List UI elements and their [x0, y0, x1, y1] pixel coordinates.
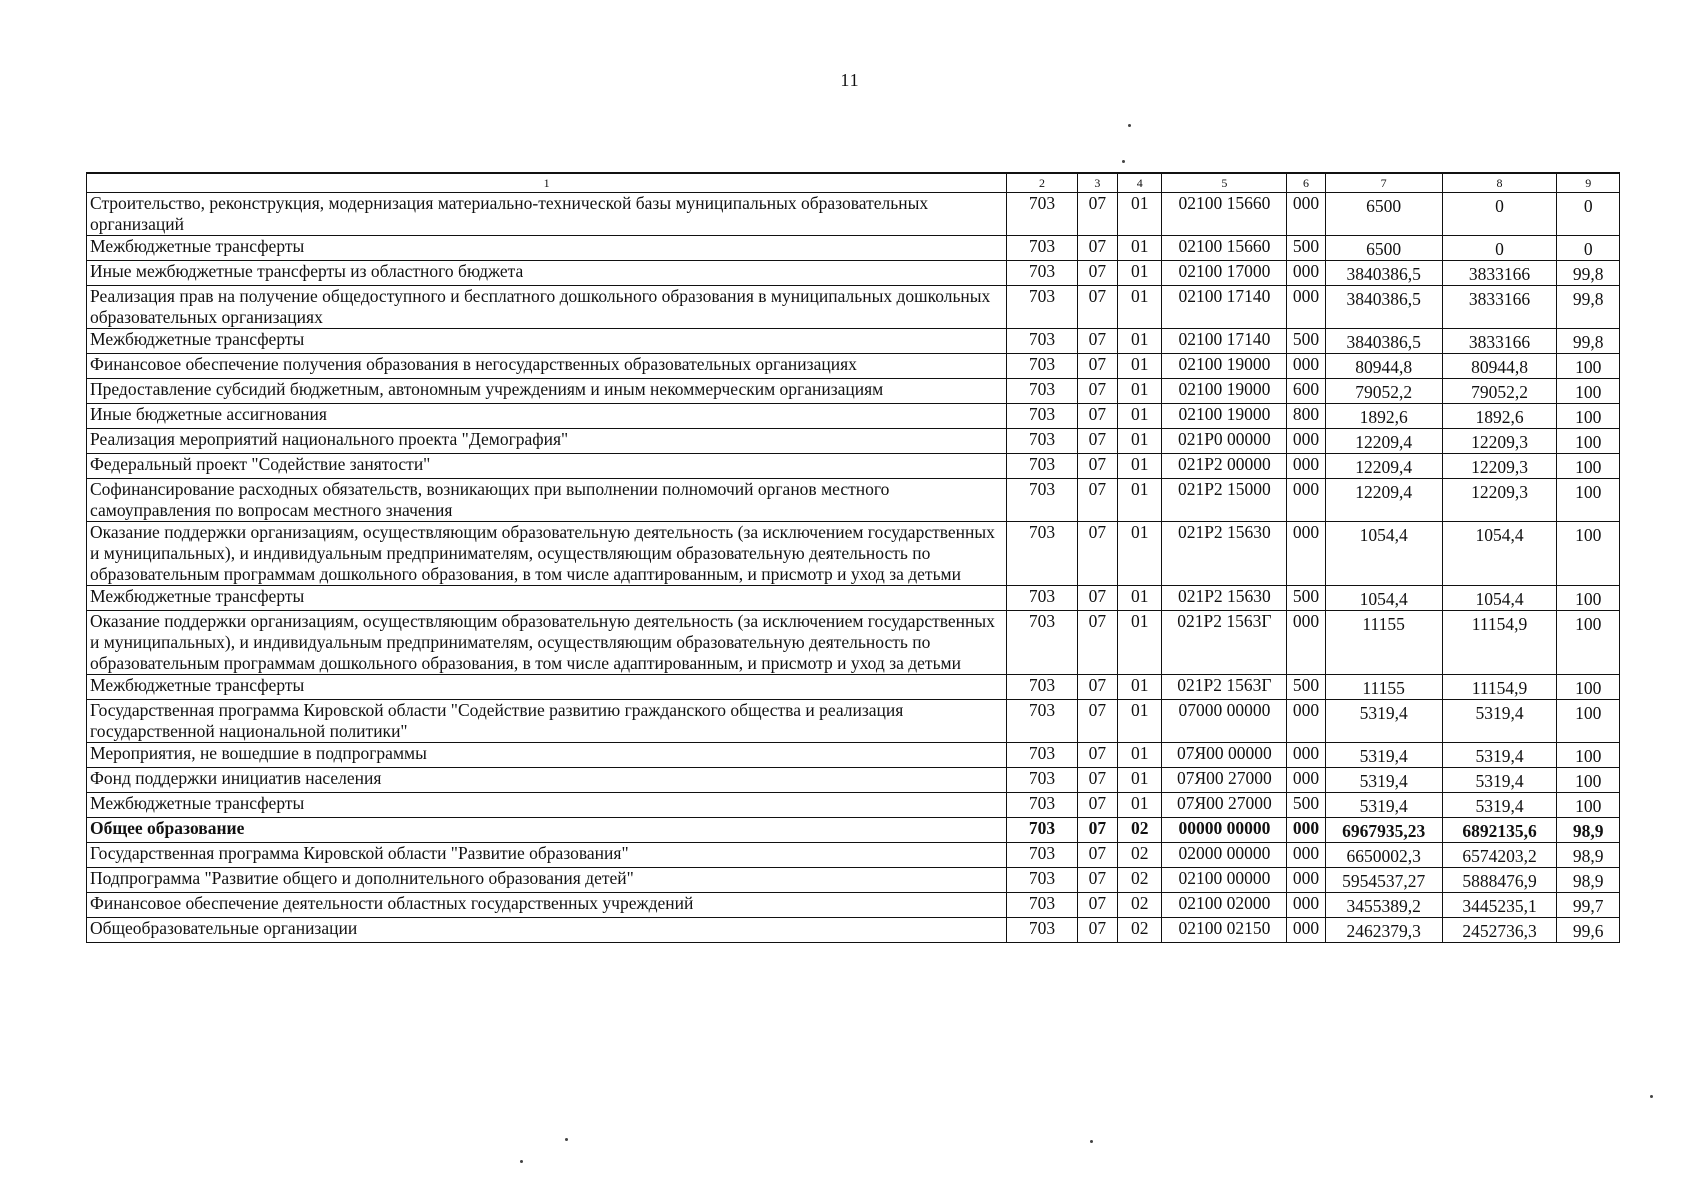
planned-amount-cell: 5319,4: [1325, 793, 1442, 818]
target-article-cell: 02100 19000: [1162, 379, 1287, 404]
table-row: [87, 768, 1620, 793]
executed-amount-cell: 6574203,2: [1442, 843, 1557, 868]
expense-type-cell: 000: [1287, 893, 1325, 918]
agency-code-cell: 703: [1007, 768, 1078, 793]
row-name-cell: Оказание поддержки организациям, осуществляющим образовательную деятельность (за исключением государственных и муниципальных), и индивидуальным предпринимателям, осуществляющим образовательную деятельность по образовательным программам дошкольного образования, в том числе адаптированным, и присмотр и уход за детьми: [87, 522, 1007, 586]
table-row: [87, 586, 1620, 611]
scan-speck: [1650, 1095, 1653, 1098]
expense-type-cell: 000: [1287, 354, 1325, 379]
planned-amount-cell: 12209,4: [1325, 479, 1442, 522]
agency-code-cell: 703: [1007, 743, 1078, 768]
row-name-cell: Строительство, реконструкция, модернизация материально-технической базы муниципальных образовательных организаций: [87, 193, 1007, 236]
executed-amount-cell: 1054,4: [1442, 522, 1557, 586]
table-row: [87, 354, 1620, 379]
executed-amount-cell: 79052,2: [1442, 379, 1557, 404]
percent-cell: 100: [1557, 354, 1620, 379]
planned-amount-cell: 2462379,3: [1325, 918, 1442, 943]
row-name-cell: Фонд поддержки инициатив населения: [87, 768, 1007, 793]
section-cell: 07: [1077, 868, 1117, 893]
section-cell: 07: [1077, 261, 1117, 286]
column-number-row: [87, 173, 1620, 193]
row-name-cell: Оказание поддержки организациям, осуществляющим образовательную деятельность (за исключением государственных и муниципальных), и индивидуальным предпринимателям, осуществляющим образовательную деятельность по образовательным программам дошкольного образования, в том числе адаптированным, и присмотр и уход за детьми: [87, 611, 1007, 675]
expense-type-cell: 000: [1287, 522, 1325, 586]
section-cell: 07: [1077, 611, 1117, 675]
column-header: 1: [87, 173, 1007, 193]
table-row: [87, 700, 1620, 743]
column-header: 8: [1442, 173, 1557, 193]
executed-amount-cell: 80944,8: [1442, 354, 1557, 379]
executed-amount-cell: 5319,4: [1442, 768, 1557, 793]
agency-code-cell: 703: [1007, 793, 1078, 818]
subsection-cell: 01: [1118, 700, 1162, 743]
row-name-cell: Подпрограмма "Развитие общего и дополнительного образования детей": [87, 868, 1007, 893]
executed-amount-cell: 11154,9: [1442, 611, 1557, 675]
table-row: [87, 793, 1620, 818]
percent-cell: 100: [1557, 379, 1620, 404]
planned-amount-cell: 5954537,27: [1325, 868, 1442, 893]
executed-amount-cell: 1892,6: [1442, 404, 1557, 429]
subsection-cell: 01: [1118, 454, 1162, 479]
row-name-cell: Финансовое обеспечение получения образования в негосударственных образовательных организациях: [87, 354, 1007, 379]
section-cell: 07: [1077, 522, 1117, 586]
table-row: [87, 522, 1620, 586]
percent-cell: 100: [1557, 611, 1620, 675]
percent-cell: 98,9: [1557, 843, 1620, 868]
column-header: 7: [1325, 173, 1442, 193]
row-name-cell: Межбюджетные трансферты: [87, 793, 1007, 818]
agency-code-cell: 703: [1007, 700, 1078, 743]
row-name-cell: Общеобразовательные организации: [87, 918, 1007, 943]
executed-amount-cell: 1054,4: [1442, 586, 1557, 611]
executed-amount-cell: 5888476,9: [1442, 868, 1557, 893]
subsection-cell: 01: [1118, 286, 1162, 329]
expense-type-cell: 000: [1287, 918, 1325, 943]
subsection-cell: 01: [1118, 675, 1162, 700]
expense-type-cell: 000: [1287, 868, 1325, 893]
agency-code-cell: 703: [1007, 675, 1078, 700]
section-cell: 07: [1077, 404, 1117, 429]
column-header: 3: [1077, 173, 1117, 193]
percent-cell: 100: [1557, 454, 1620, 479]
executed-amount-cell: 12209,3: [1442, 429, 1557, 454]
subsection-cell: 02: [1118, 843, 1162, 868]
subsection-cell: 01: [1118, 236, 1162, 261]
planned-amount-cell: 6500: [1325, 236, 1442, 261]
expense-type-cell: 000: [1287, 479, 1325, 522]
table-row: [87, 454, 1620, 479]
executed-amount-cell: 5319,4: [1442, 743, 1557, 768]
row-name-cell: Общее образование: [87, 818, 1007, 843]
section-cell: 07: [1077, 286, 1117, 329]
agency-code-cell: 703: [1007, 236, 1078, 261]
executed-amount-cell: 11154,9: [1442, 675, 1557, 700]
table-row: [87, 918, 1620, 943]
page-number: 11: [840, 70, 860, 90]
section-cell: 07: [1077, 700, 1117, 743]
table-row: [87, 286, 1620, 329]
expense-type-cell: 000: [1287, 286, 1325, 329]
target-article-cell: 021Р2 15000: [1162, 479, 1287, 522]
agency-code-cell: 703: [1007, 329, 1078, 354]
target-article-cell: 07000 00000: [1162, 700, 1287, 743]
table-row: [87, 868, 1620, 893]
section-cell: 07: [1077, 893, 1117, 918]
section-cell: 07: [1077, 843, 1117, 868]
expense-type-cell: 000: [1287, 193, 1325, 236]
planned-amount-cell: 1892,6: [1325, 404, 1442, 429]
agency-code-cell: 703: [1007, 611, 1078, 675]
column-header: 2: [1007, 173, 1078, 193]
column-header: 6: [1287, 173, 1325, 193]
percent-cell: 100: [1557, 429, 1620, 454]
budget-table: [86, 172, 1620, 943]
planned-amount-cell: 79052,2: [1325, 379, 1442, 404]
target-article-cell: 02100 17140: [1162, 329, 1287, 354]
percent-cell: 99,8: [1557, 261, 1620, 286]
row-name-cell: Государственная программа Кировской области "Содействие развитию гражданского общества и реализация государственной национальной политики": [87, 700, 1007, 743]
expense-type-cell: 000: [1287, 454, 1325, 479]
agency-code-cell: 703: [1007, 818, 1078, 843]
table-row: [87, 743, 1620, 768]
expense-type-cell: 000: [1287, 611, 1325, 675]
target-article-cell: 00000 00000: [1162, 818, 1287, 843]
expense-type-cell: 000: [1287, 768, 1325, 793]
percent-cell: 100: [1557, 522, 1620, 586]
percent-cell: 99,6: [1557, 918, 1620, 943]
percent-cell: 100: [1557, 586, 1620, 611]
executed-amount-cell: 6892135,6: [1442, 818, 1557, 843]
agency-code-cell: 703: [1007, 918, 1078, 943]
percent-cell: 99,7: [1557, 893, 1620, 918]
section-cell: 07: [1077, 379, 1117, 404]
target-article-cell: 07Я00 27000: [1162, 793, 1287, 818]
target-article-cell: 021Р2 00000: [1162, 454, 1287, 479]
target-article-cell: 02100 02150: [1162, 918, 1287, 943]
expense-type-cell: 500: [1287, 236, 1325, 261]
percent-cell: 100: [1557, 700, 1620, 743]
table-row: [87, 818, 1620, 843]
agency-code-cell: 703: [1007, 843, 1078, 868]
table-row: [87, 429, 1620, 454]
row-name-cell: Иные межбюджетные трансферты из областного бюджета: [87, 261, 1007, 286]
percent-cell: 0: [1557, 236, 1620, 261]
agency-code-cell: 703: [1007, 379, 1078, 404]
section-cell: 07: [1077, 818, 1117, 843]
agency-code-cell: 703: [1007, 286, 1078, 329]
agency-code-cell: 703: [1007, 193, 1078, 236]
target-article-cell: 021Р0 00000: [1162, 429, 1287, 454]
column-header: 5: [1162, 173, 1287, 193]
percent-cell: 100: [1557, 675, 1620, 700]
subsection-cell: 01: [1118, 429, 1162, 454]
section-cell: 07: [1077, 329, 1117, 354]
subsection-cell: 01: [1118, 329, 1162, 354]
expense-type-cell: 000: [1287, 818, 1325, 843]
row-name-cell: Предоставление субсидий бюджетным, автономным учреждениям и иным некоммерческим организациям: [87, 379, 1007, 404]
table-row: [87, 329, 1620, 354]
planned-amount-cell: 3840386,5: [1325, 286, 1442, 329]
subsection-cell: 01: [1118, 793, 1162, 818]
row-name-cell: Реализация прав на получение общедоступного и бесплатного дошкольного образования в муниципальных дошкольных образовательных организациях: [87, 286, 1007, 329]
section-cell: 07: [1077, 479, 1117, 522]
agency-code-cell: 703: [1007, 404, 1078, 429]
target-article-cell: 02100 15660: [1162, 236, 1287, 261]
expense-type-cell: 000: [1287, 843, 1325, 868]
table-row: [87, 193, 1620, 236]
column-header: 4: [1118, 173, 1162, 193]
planned-amount-cell: 80944,8: [1325, 354, 1442, 379]
table-body: [87, 193, 1620, 943]
planned-amount-cell: 12209,4: [1325, 429, 1442, 454]
table-row: [87, 261, 1620, 286]
row-name-cell: Межбюджетные трансферты: [87, 586, 1007, 611]
target-article-cell: 02100 00000: [1162, 868, 1287, 893]
scan-speck: [1090, 1140, 1093, 1143]
planned-amount-cell: 3840386,5: [1325, 261, 1442, 286]
agency-code-cell: 703: [1007, 454, 1078, 479]
section-cell: 07: [1077, 586, 1117, 611]
target-article-cell: 07Я00 27000: [1162, 768, 1287, 793]
target-article-cell: 02100 19000: [1162, 354, 1287, 379]
target-article-cell: 02100 19000: [1162, 404, 1287, 429]
expense-type-cell: 500: [1287, 675, 1325, 700]
table-row: [87, 404, 1620, 429]
scan-speck: [1122, 160, 1125, 163]
row-name-cell: Федеральный проект "Содействие занятости": [87, 454, 1007, 479]
subsection-cell: 01: [1118, 479, 1162, 522]
executed-amount-cell: 0: [1442, 193, 1557, 236]
planned-amount-cell: 3455389,2: [1325, 893, 1442, 918]
row-name-cell: Мероприятия, не вошедшие в подпрограммы: [87, 743, 1007, 768]
expense-type-cell: 800: [1287, 404, 1325, 429]
executed-amount-cell: 5319,4: [1442, 700, 1557, 743]
section-cell: 07: [1077, 193, 1117, 236]
expense-type-cell: 500: [1287, 793, 1325, 818]
planned-amount-cell: 6967935,23: [1325, 818, 1442, 843]
section-cell: 07: [1077, 793, 1117, 818]
planned-amount-cell: 5319,4: [1325, 743, 1442, 768]
row-name-cell: Государственная программа Кировской области "Развитие образования": [87, 843, 1007, 868]
executed-amount-cell: 3445235,1: [1442, 893, 1557, 918]
executed-amount-cell: 3833166: [1442, 329, 1557, 354]
table-row: [87, 379, 1620, 404]
section-cell: 07: [1077, 918, 1117, 943]
subsection-cell: 01: [1118, 404, 1162, 429]
expense-type-cell: 500: [1287, 586, 1325, 611]
table-row: [87, 611, 1620, 675]
percent-cell: 98,9: [1557, 818, 1620, 843]
target-article-cell: 02100 17140: [1162, 286, 1287, 329]
subsection-cell: 02: [1118, 868, 1162, 893]
subsection-cell: 01: [1118, 768, 1162, 793]
planned-amount-cell: 1054,4: [1325, 586, 1442, 611]
target-article-cell: 02100 17000: [1162, 261, 1287, 286]
section-cell: 07: [1077, 429, 1117, 454]
section-cell: 07: [1077, 768, 1117, 793]
expense-type-cell: 000: [1287, 429, 1325, 454]
table-row: [87, 236, 1620, 261]
executed-amount-cell: 12209,3: [1442, 479, 1557, 522]
row-name-cell: Межбюджетные трансферты: [87, 675, 1007, 700]
table-row: [87, 843, 1620, 868]
table-row: [87, 675, 1620, 700]
row-name-cell: Межбюджетные трансферты: [87, 236, 1007, 261]
expense-type-cell: 000: [1287, 700, 1325, 743]
planned-amount-cell: 6500: [1325, 193, 1442, 236]
planned-amount-cell: 5319,4: [1325, 768, 1442, 793]
percent-cell: 100: [1557, 743, 1620, 768]
planned-amount-cell: 1054,4: [1325, 522, 1442, 586]
agency-code-cell: 703: [1007, 261, 1078, 286]
subsection-cell: 01: [1118, 743, 1162, 768]
agency-code-cell: 703: [1007, 893, 1078, 918]
executed-amount-cell: 2452736,3: [1442, 918, 1557, 943]
subsection-cell: 01: [1118, 379, 1162, 404]
section-cell: 07: [1077, 354, 1117, 379]
percent-cell: 100: [1557, 768, 1620, 793]
percent-cell: 100: [1557, 793, 1620, 818]
subsection-cell: 01: [1118, 261, 1162, 286]
percent-cell: 98,9: [1557, 868, 1620, 893]
expense-type-cell: 500: [1287, 329, 1325, 354]
executed-amount-cell: 12209,3: [1442, 454, 1557, 479]
percent-cell: 0: [1557, 193, 1620, 236]
table-row: [87, 479, 1620, 522]
subsection-cell: 01: [1118, 193, 1162, 236]
row-name-cell: Реализация мероприятий национального проекта "Демография": [87, 429, 1007, 454]
agency-code-cell: 703: [1007, 354, 1078, 379]
row-name-cell: Межбюджетные трансферты: [87, 329, 1007, 354]
subsection-cell: 01: [1118, 586, 1162, 611]
scan-speck: [520, 1160, 523, 1163]
percent-cell: 100: [1557, 404, 1620, 429]
scan-speck: [1128, 124, 1131, 127]
target-article-cell: 02100 02000: [1162, 893, 1287, 918]
target-article-cell: 07Я00 00000: [1162, 743, 1287, 768]
row-name-cell: Софинансирование расходных обязательств, возникающих при выполнении полномочий органов местного самоуправления по вопросам местного значения: [87, 479, 1007, 522]
row-name-cell: Иные бюджетные ассигнования: [87, 404, 1007, 429]
subsection-cell: 01: [1118, 522, 1162, 586]
planned-amount-cell: 5319,4: [1325, 700, 1442, 743]
section-cell: 07: [1077, 743, 1117, 768]
column-header: 9: [1557, 173, 1620, 193]
planned-amount-cell: 3840386,5: [1325, 329, 1442, 354]
expense-type-cell: 000: [1287, 743, 1325, 768]
subsection-cell: 01: [1118, 354, 1162, 379]
percent-cell: 99,8: [1557, 286, 1620, 329]
section-cell: 07: [1077, 675, 1117, 700]
expense-type-cell: 600: [1287, 379, 1325, 404]
scan-speck: [565, 1138, 568, 1141]
planned-amount-cell: 11155: [1325, 611, 1442, 675]
row-name-cell: Финансовое обеспечение деятельности областных государственных учреждений: [87, 893, 1007, 918]
executed-amount-cell: 0: [1442, 236, 1557, 261]
section-cell: 07: [1077, 236, 1117, 261]
planned-amount-cell: 11155: [1325, 675, 1442, 700]
executed-amount-cell: 3833166: [1442, 261, 1557, 286]
subsection-cell: 01: [1118, 611, 1162, 675]
target-article-cell: 021Р2 1563Г: [1162, 611, 1287, 675]
subsection-cell: 02: [1118, 818, 1162, 843]
target-article-cell: 02000 00000: [1162, 843, 1287, 868]
agency-code-cell: 703: [1007, 522, 1078, 586]
target-article-cell: 02100 15660: [1162, 193, 1287, 236]
planned-amount-cell: 12209,4: [1325, 454, 1442, 479]
subsection-cell: 02: [1118, 893, 1162, 918]
planned-amount-cell: 6650002,3: [1325, 843, 1442, 868]
agency-code-cell: 703: [1007, 429, 1078, 454]
agency-code-cell: 703: [1007, 868, 1078, 893]
agency-code-cell: 703: [1007, 479, 1078, 522]
table-row: [87, 893, 1620, 918]
subsection-cell: 02: [1118, 918, 1162, 943]
expense-type-cell: 000: [1287, 261, 1325, 286]
executed-amount-cell: 3833166: [1442, 286, 1557, 329]
agency-code-cell: 703: [1007, 586, 1078, 611]
target-article-cell: 021Р2 15630: [1162, 586, 1287, 611]
percent-cell: 99,8: [1557, 329, 1620, 354]
executed-amount-cell: 5319,4: [1442, 793, 1557, 818]
percent-cell: 100: [1557, 479, 1620, 522]
target-article-cell: 021Р2 1563Г: [1162, 675, 1287, 700]
section-cell: 07: [1077, 454, 1117, 479]
target-article-cell: 021Р2 15630: [1162, 522, 1287, 586]
